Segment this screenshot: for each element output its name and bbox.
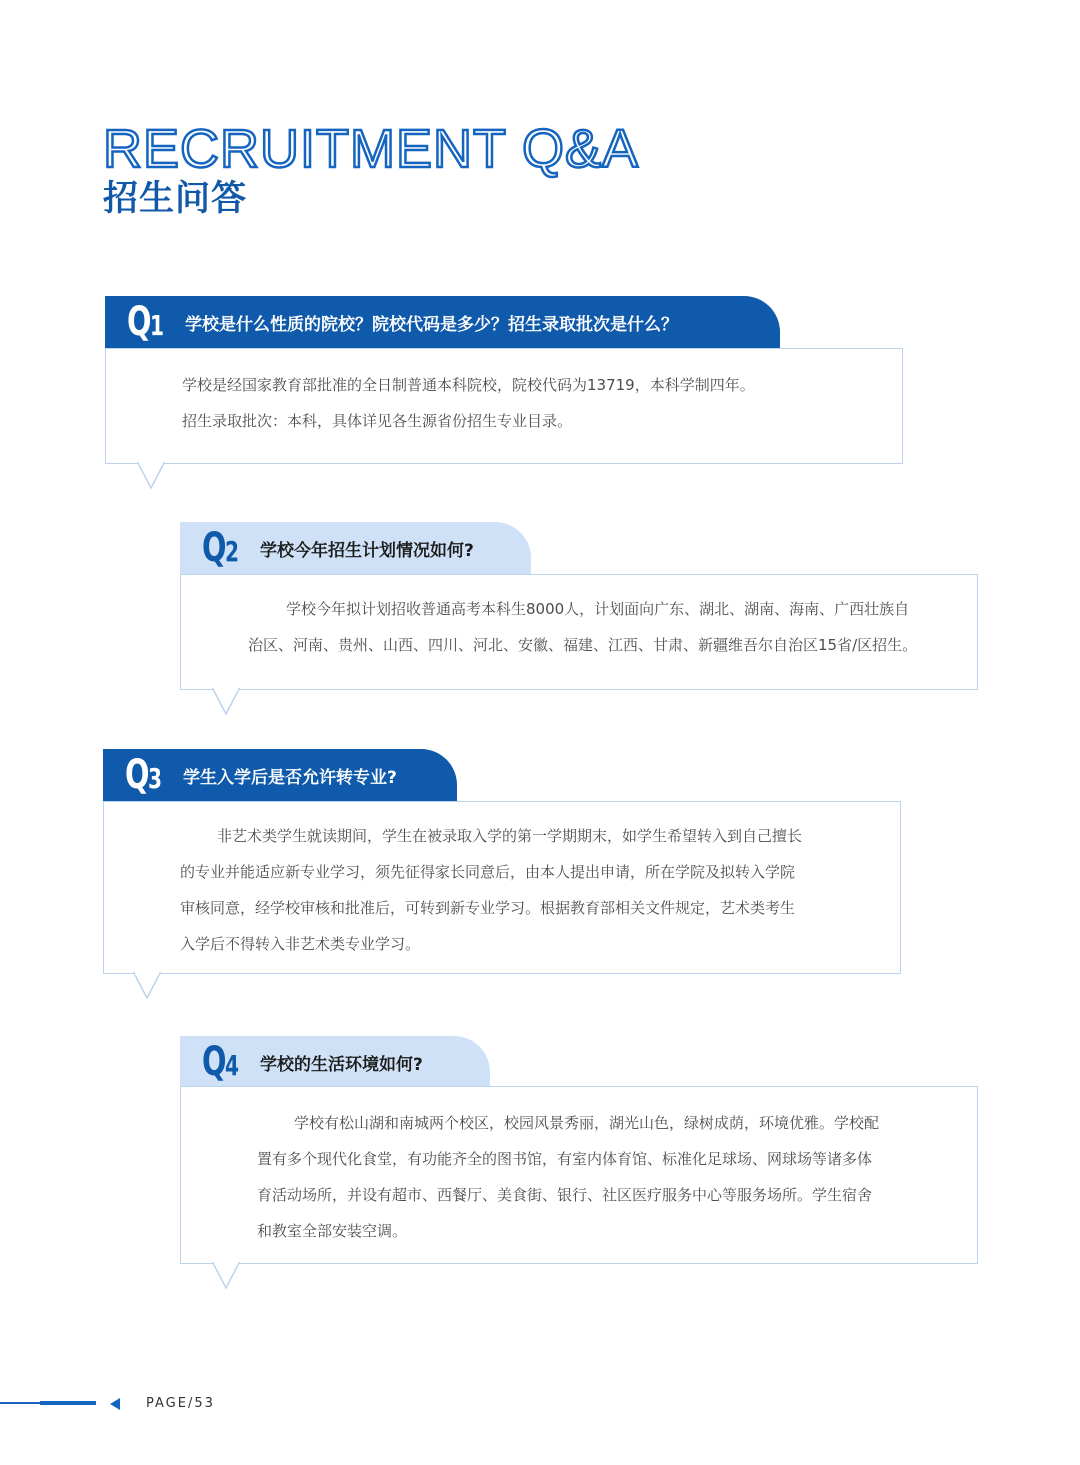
answer-line: 的专业并能适应新专业学习，须先征得家长同意后，由本人提出申请，所在学院及拟转入学院 [180,863,796,881]
answer-line: 入学后不得转入非艺术类专业学习。 [180,935,421,953]
question-number-3: Q3 [125,752,161,798]
question-header-2 [180,522,531,574]
answer-line: 置有多个现代化食堂，有功能齐全的图书馆，有室内体育馆、标准化足球场、网球场等诸多体 [257,1150,873,1168]
answer-line: 审核同意，经学校审核和批准后，可转到新专业学习。根据教育部相关文件规定，艺术类考生 [180,899,796,917]
question-text-1: 学校是什么性质的院校？院校代码是多少？招生录取批次是什么？ [185,314,678,335]
answer-box-2 [180,574,978,690]
answer-box-1 [105,348,903,464]
qa-item-1 [105,296,905,491]
title-english: RECRUITMENT Q&A [103,119,640,179]
question-header-4 [180,1036,490,1088]
answer-box-4 [180,1086,978,1264]
answer-line: 和教室全部安装空调。 [257,1222,408,1240]
answer-line: 学校有松山湖和南城两个校区，校园风景秀丽，湖光山色，绿树成荫，环境优雅。学校配 [294,1114,880,1132]
speech-tail-2 [212,688,240,716]
question-header-1 [105,296,780,348]
answer-line: 治区、河南、贵州、山西、四川、河北、安徽、福建、江西、甘肃、新疆维吾尔自治区15省/区招生。 [248,636,918,654]
answer-box-3 [103,801,901,974]
qa-item-2 [180,522,980,717]
speech-tail-1 [137,462,165,490]
title-chinese: 招生问答 [103,179,248,219]
answer-line: 学校是经国家教育部批准的全日制普通本科院校，院校代码为13719，本科学制四年。 [182,376,755,394]
speech-tail-3 [133,972,161,1000]
qa-item-4 [180,1036,980,1296]
question-text-3: 学生入学后是否允许转专业? [183,767,397,788]
answer-line: 学校今年拟计划招收普通高考本科生8000人，计划面向广东、湖北、湖南、海南、广西壮族自 [286,600,910,618]
page-number: PAGE/53 [146,1396,215,1411]
question-header-3 [103,749,457,801]
question-number-1: Q1 [127,299,163,345]
qa-item-3 [103,749,903,1004]
footer-line-accent [40,1401,96,1405]
question-text-4: 学校的生活环境如何? [260,1054,423,1075]
page-arrow-icon [110,1398,120,1410]
speech-tail-4 [212,1262,240,1290]
answer-line: 招生录取批次：本科，具体详见各生源省份招生专业目录。 [182,412,573,430]
answer-line: 非艺术类学生就读期间，学生在被录取入学的第一学期期末，如学生希望转入到自己擅长 [217,827,803,845]
question-text-2: 学校今年招生计划情况如何? [260,540,474,561]
question-number-2: Q2 [202,525,238,571]
question-number-4: Q4 [202,1039,238,1085]
answer-line: 育活动场所，并设有超市、西餐厅、美食街、银行、社区医疗服务中心等服务场所。学生宿舍 [257,1186,873,1204]
